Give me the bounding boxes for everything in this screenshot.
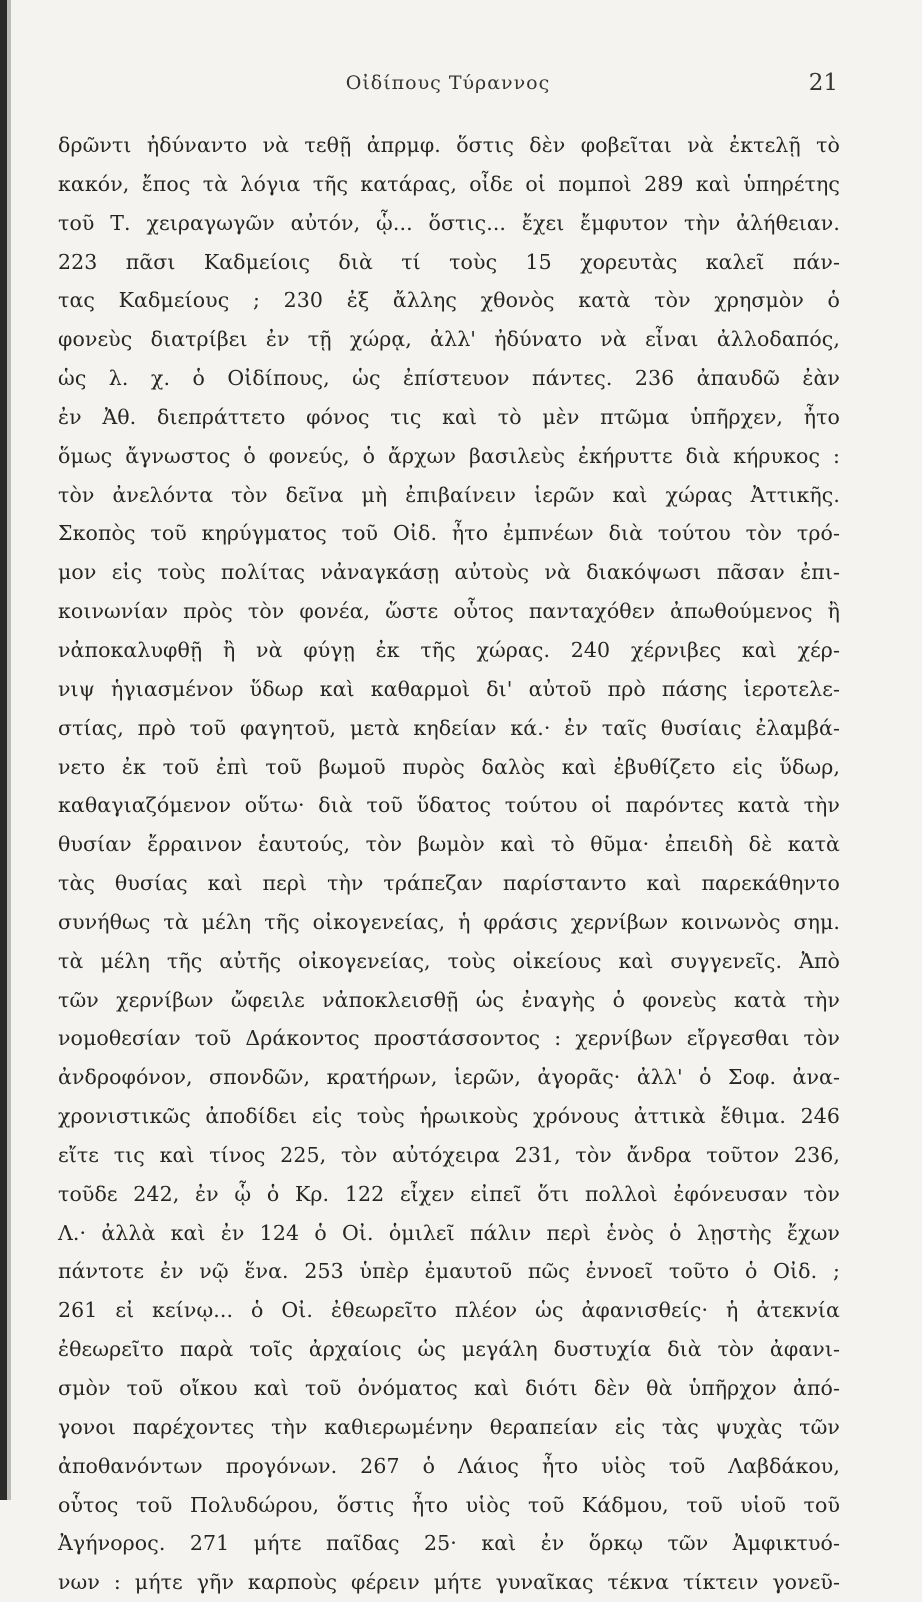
scan-binding-shadow	[7, 0, 11, 1500]
text-line: Ἀγήνορος. 271 μήτε παῖδας 25· καὶ ἐν ὅρκῳ τῶν Ἀμφικτυό-	[58, 1531, 840, 1556]
text-line: τῶν χερνίβων ὤφειλε νἀποκλεισθῇ ὡς ἐναγὴς ὁ φονεὺς κατὰ τὴν	[58, 987, 840, 1012]
text-line: ὡς λ. χ. ὁ Οἰδίπους, ὡς ἐπίστευον πάντες. 236 ἀπαυδῶ ἐὰν	[58, 366, 840, 391]
text-line: ἐθεωρεῖτο παρὰ τοῖς ἀρχαίοις ὡς μεγάλη δυστυχία διὰ τὸν ἀφανι-	[58, 1337, 840, 1362]
text-line: νιψ ἡγιασμένον ὕδωρ καὶ καθαρμοὶ δι' αὐτοῦ πρὸ πάσης ἱεροτελε-	[58, 676, 840, 701]
text-line: δρῶντι ἠδύναντο νὰ τεθῇ ἀπρμφ. ὅστις δὲν φοβεῖται νὰ ἐκτελῇ τὸ	[58, 133, 840, 157]
text-line: 261 εἰ κείνῳ... ὁ Οἰ. ἐθεωρεῖτο πλέον ὡς ἀφανισθείς· ἡ ἀτεκνία	[58, 1298, 840, 1323]
text-line: ὅμως ἄγνωστος ὁ φονεύς, ὁ ἄρχων βασιλεὺς ἐκήρυττε διὰ κήρυκος :	[58, 443, 840, 468]
text-line: στίας, πρὸ τοῦ φαγητοῦ, μετὰ κηδείαν κά.· ἐν ταῖς θυσίαις ἐλαμβά-	[58, 715, 840, 740]
text-line: ἀνδροφόνον, σπονδῶν, κρατήρων, ἱερῶν, ἀγορᾶς· ἀλλ' ὁ Σοφ. ἀνα-	[58, 1065, 840, 1090]
text-line: Σκοπὸς τοῦ κηρύγματος τοῦ Οἰδ. ἦτο ἐμπνέων διὰ τούτου τὸν τρό-	[58, 521, 840, 546]
text-line: σμὸν τοῦ οἴκου καὶ τοῦ ὀνόματος καὶ διότι δὲν θὰ ὑπῆρχον ἀπό-	[58, 1376, 840, 1400]
text-line: εἴτε τις καὶ τίνος 225, τὸν αὐτόχειρα 231, τὸν ἄνδρα τοῦτον 236,	[58, 1142, 840, 1167]
text-line: νετο ἐκ τοῦ ἐπὶ τοῦ βωμοῦ πυρὸς δαλὸς καὶ ἐβυθίζετο εἰς ὕδωρ,	[58, 754, 840, 779]
text-line: μον εἰς τοὺς πολίτας νἀναγκάσῃ αὐτοὺς νὰ διακόψωσι πᾶσαν ἐπι-	[58, 560, 840, 585]
text-line: 223 πᾶσι Καδμείοις διὰ τί τοὺς 15 χορευτὰς καλεῖ πάν-	[58, 249, 840, 274]
text-line: τὰς θυσίας καὶ περὶ τὴν τράπεζαν παρίσταντο καὶ παρεκάθηντο	[58, 871, 840, 896]
text-line: πάντοτε ἐν νῷ ἕνα. 253 ὑπὲρ ἐμαυτοῦ πῶς ἐννοεῖ τοῦτο ὁ Οἰδ. ;	[58, 1259, 840, 1284]
scan-binding-edge	[0, 0, 7, 1500]
text-line: κακόν, ἔπος τὰ λόγια τῆς κατάρας, οἶδε οἱ πομποὶ 289 καὶ ὑπηρέτης	[58, 171, 840, 196]
text-line: ἐν Ἀθ. διεπράττετο φόνος τις καὶ τὸ μὲν πτῶμα ὑπῆρχεν, ἦτο	[58, 404, 840, 429]
text-line: τας Καδμείους ; 230 ἐξ ἄλλης χθονὸς κατὰ τὸν χρησμὸν ὁ	[58, 288, 840, 313]
text-line: νων : μήτε γῆν καρποὺς φέρειν μήτε γυναῖκας τέκνα τίκτειν γονεῦ-	[58, 1570, 840, 1595]
text-line: τοῦ Τ. χειραγωγῶν αὐτόν, ᾧ... ὅστις... ἔχει ἔμφυτον τὴν ἀλήθειαν.	[58, 210, 840, 235]
text-line: γονοι παρέχοντες τὴν καθιερωμένην θεραπείαν εἰς τὰς ψυχὰς τῶν	[58, 1414, 840, 1439]
text-line: τὸν ἀνελόντα τὸν δεῖνα μὴ ἐπιβαίνειν ἱερῶν καὶ χώρας Ἀττικῆς.	[58, 482, 840, 507]
commentary-text	[58, 126, 840, 1602]
text-line: φονεὺς διατρίβει ἐν τῇ χώρᾳ, ἀλλ' ἠδύνατο νὰ εἶναι ἀλλοδαπός,	[58, 327, 840, 352]
text-line: κοινωνίαν πρὸς τὸν φονέα, ὥστε οὗτος πανταχόθεν ἀπωθούμενος ἢ	[58, 599, 840, 624]
text-line: καθαγιαζόμενον οὕτω· διὰ τοῦ ὕδατος τούτου οἱ παρόντες κατὰ τὴν	[58, 793, 840, 818]
text-line: χρονιστικῶς ἀποδίδει εἰς τοὺς ἡρωικοὺς χρόνους ἀττικὰ ἔθιμα. 246	[58, 1104, 840, 1129]
text-line: τὰ μέλη τῆς αὐτῆς οἰκογενείας, τοὺς οἰκείους καὶ συγγενεῖς. Ἀπὸ	[58, 948, 840, 973]
text-line: θυσίαν ἔρραινον ἑαυτούς, τὸν βωμὸν καὶ τὸ θῦμα· ἐπειδὴ δὲ κατὰ	[58, 832, 840, 857]
text-line: οὗτος τοῦ Πολυδώρου, ὅστις ἦτο υἱὸς τοῦ Κάδμου, τοῦ υἱοῦ τοῦ	[58, 1492, 840, 1517]
page-number: 21	[808, 70, 838, 96]
text-line: Λ.· ἀλλὰ καὶ ἐν 124 ὁ Οἰ. ὁμιλεῖ πάλιν περὶ ἑνὸς ὁ λῃστὴς ἔχων	[58, 1220, 840, 1245]
text-line: νἀποκαλυφθῇ ἢ νὰ φύγῃ ἐκ τῆς χώρας. 240 χέρνιβες καὶ χέρ-	[58, 637, 840, 662]
text-line: τοῦδε 242, ἐν ᾧ ὁ Κρ. 122 εἶχεν εἰπεῖ ὅτι πολλοὶ ἐφόνευσαν τὸν	[58, 1181, 840, 1206]
text-line: ἀποθανόντων προγόνων. 267 ὁ Λάιος ἦτο υἱὸς τοῦ Λαβδάκου,	[58, 1453, 840, 1478]
page-header	[58, 72, 838, 108]
text-line: νομοθεσίαν τοῦ Δράκοντος προστάσσοντος : χερνίβων εἴργεσθαι τὸν	[58, 1026, 840, 1051]
text-line: συνήθως τὰ μέλη τῆς οἰκογενείας, ἡ φράσις χερνίβων κοινωνὸς σημ.	[58, 909, 840, 934]
running-title: Οἰδίπους Τύραννος	[345, 72, 551, 94]
